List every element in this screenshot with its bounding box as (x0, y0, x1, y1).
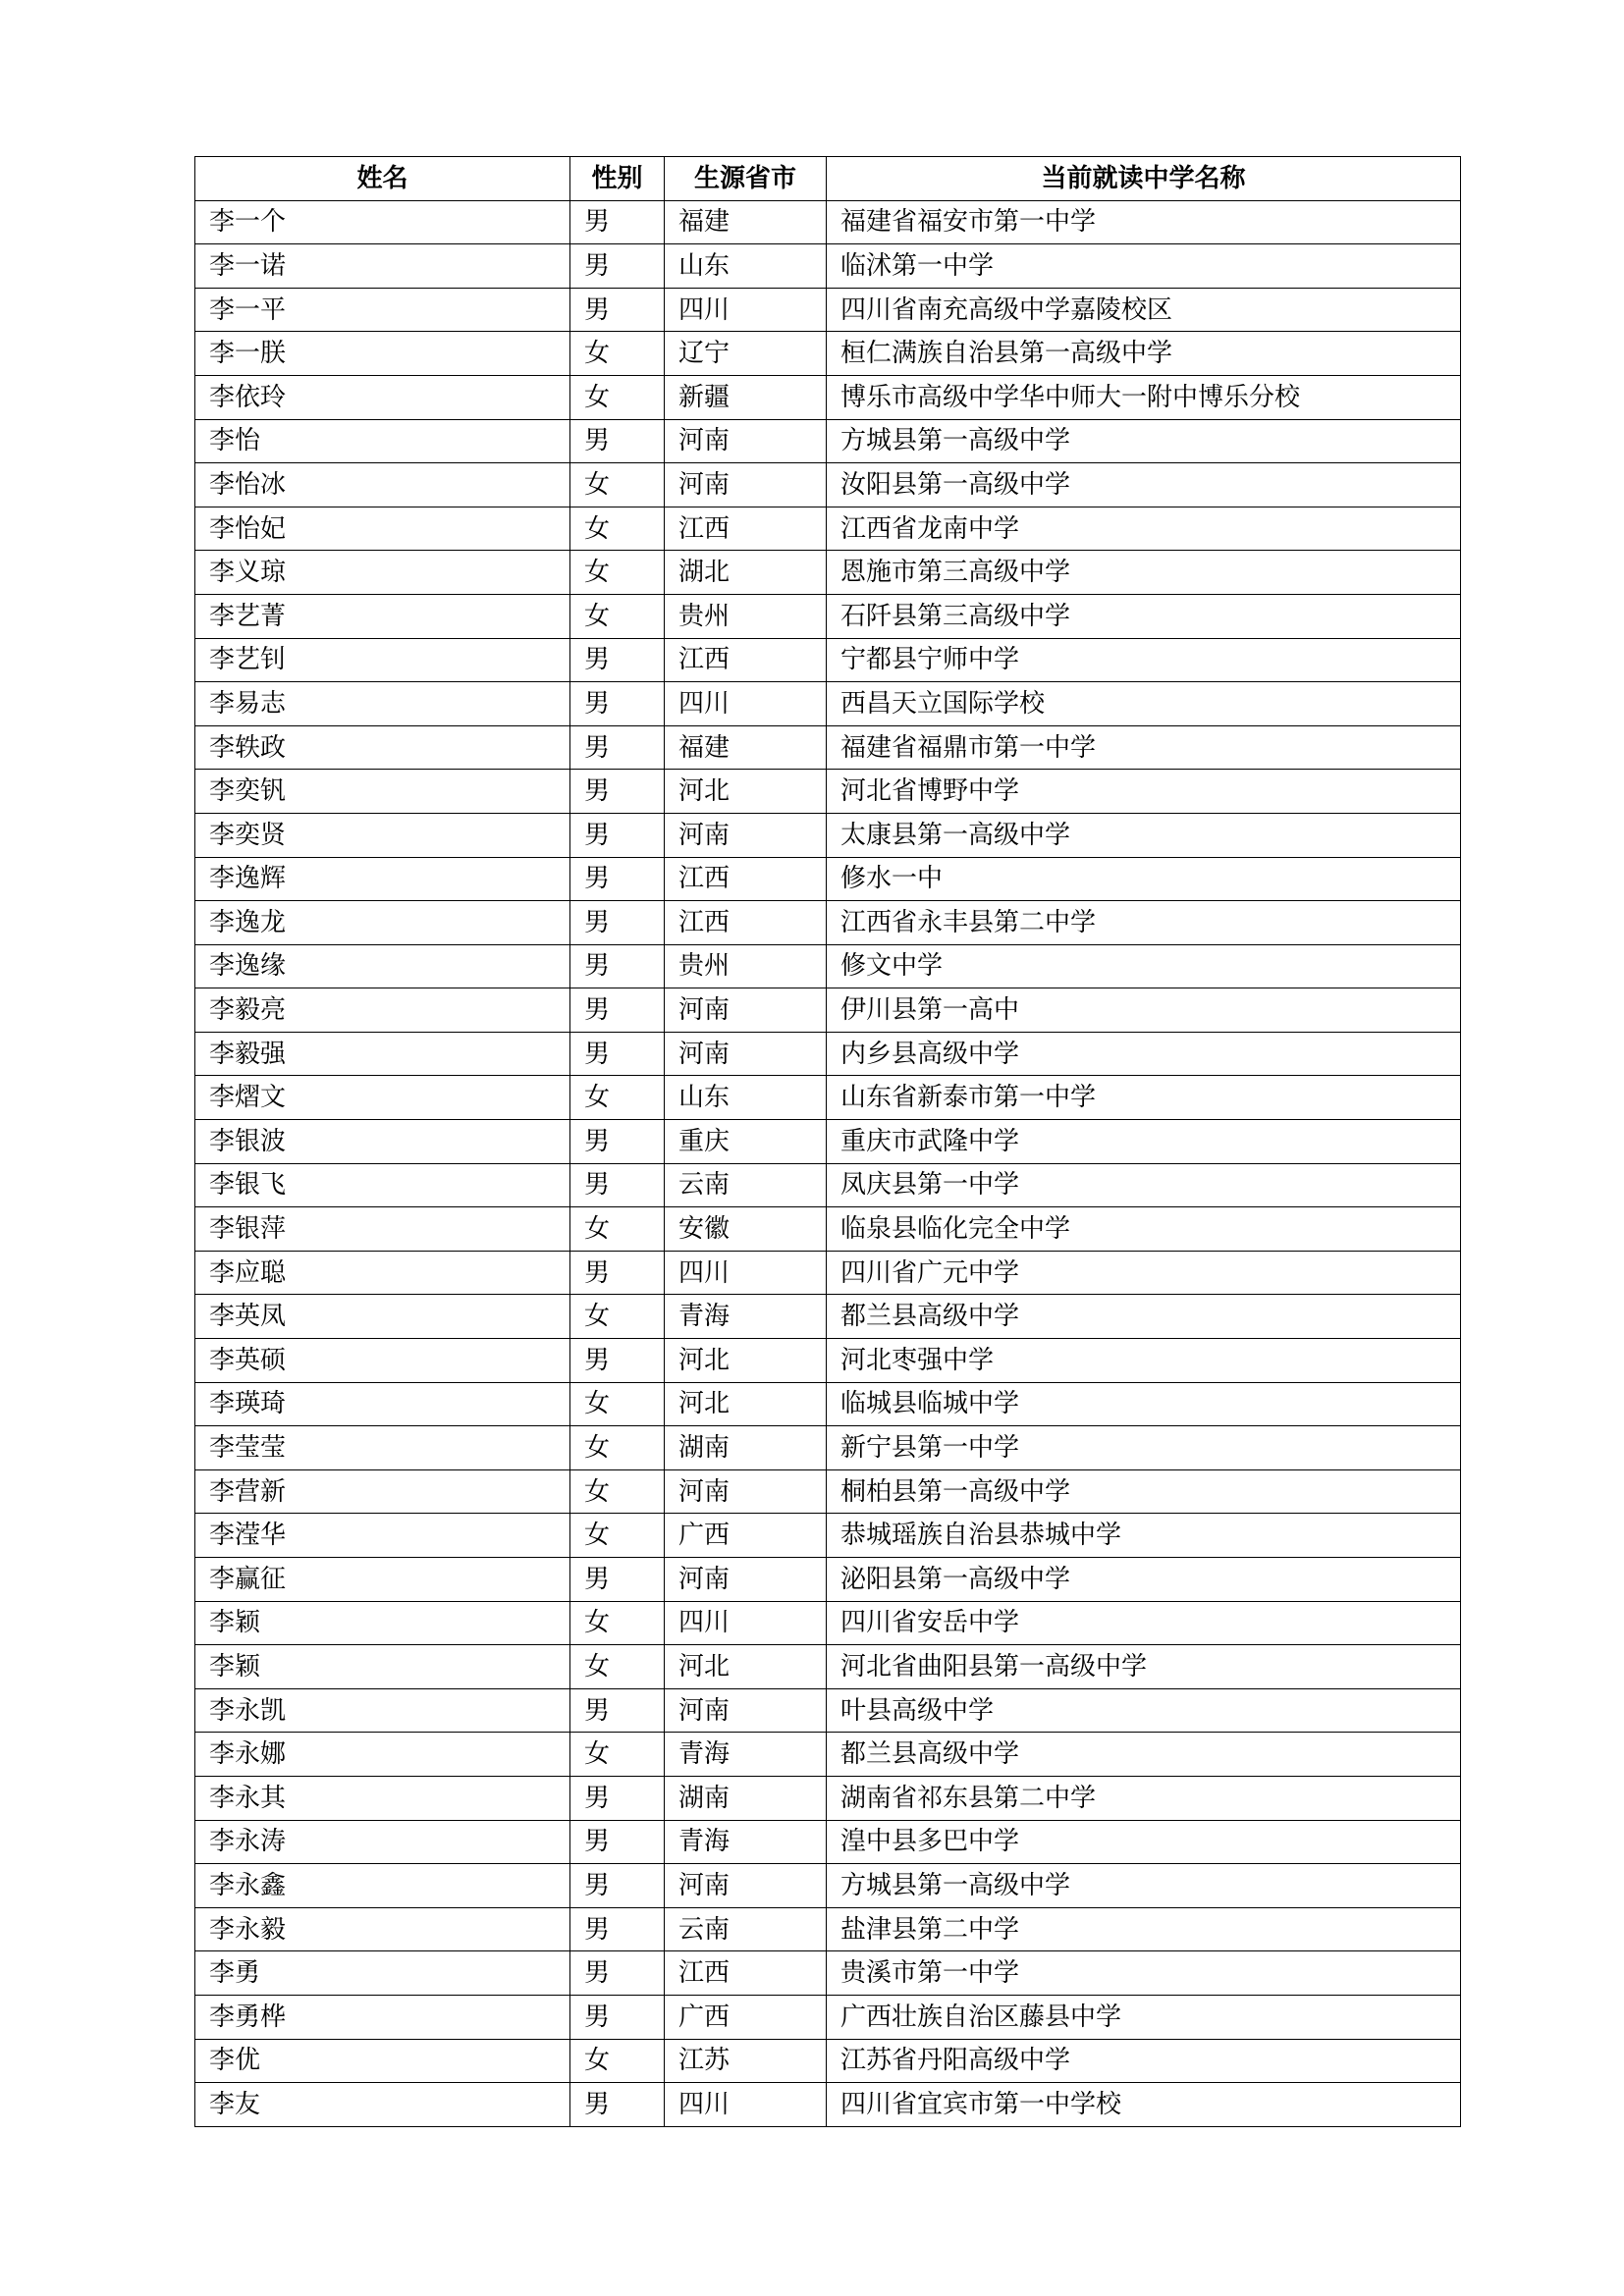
cell-province: 青海 (665, 1295, 827, 1339)
student-roster-table (194, 156, 1461, 2127)
table-row (195, 988, 1461, 1033)
table-row (195, 1514, 1461, 1558)
cell-province: 河南 (665, 1032, 827, 1076)
cell-name: 李一诺 (195, 244, 570, 289)
table-row (195, 1733, 1461, 1777)
cell-school: 伊川县第一高中 (827, 988, 1461, 1033)
cell-school: 汝阳县第一高级中学 (827, 463, 1461, 507)
cell-gender: 女 (570, 507, 665, 551)
cell-province: 福建 (665, 200, 827, 244)
cell-name: 李永凯 (195, 1688, 570, 1733)
table-row (195, 2083, 1461, 2127)
header-gender: 性别 (570, 157, 665, 201)
cell-gender: 男 (570, 1907, 665, 1951)
cell-gender: 男 (570, 725, 665, 770)
cell-province: 河南 (665, 1558, 827, 1602)
cell-province: 云南 (665, 1163, 827, 1207)
table-row (195, 813, 1461, 857)
cell-name: 李颖 (195, 1601, 570, 1645)
cell-school: 修水一中 (827, 857, 1461, 901)
cell-school: 宁都县宁师中学 (827, 638, 1461, 682)
cell-gender: 男 (570, 813, 665, 857)
cell-name: 李优 (195, 2039, 570, 2083)
table-header-row (195, 157, 1461, 201)
cell-school: 湟中县多巴中学 (827, 1820, 1461, 1864)
cell-name: 李颖 (195, 1645, 570, 1689)
cell-gender: 男 (570, 1995, 665, 2039)
cell-name: 李永鑫 (195, 1864, 570, 1908)
cell-name: 李逸缘 (195, 944, 570, 988)
cell-province: 四川 (665, 1601, 827, 1645)
cell-gender: 男 (570, 1120, 665, 1164)
cell-gender: 女 (570, 1601, 665, 1645)
cell-province: 湖北 (665, 551, 827, 595)
cell-school: 叶县高级中学 (827, 1688, 1461, 1733)
cell-gender: 男 (570, 682, 665, 726)
cell-gender: 女 (570, 1076, 665, 1120)
cell-province: 山东 (665, 244, 827, 289)
cell-school: 桓仁满族自治县第一高级中学 (827, 332, 1461, 376)
cell-gender: 男 (570, 1251, 665, 1295)
cell-name: 李义琼 (195, 551, 570, 595)
table-row (195, 638, 1461, 682)
cell-province: 安徽 (665, 1207, 827, 1252)
cell-province: 新疆 (665, 375, 827, 419)
table-row (195, 463, 1461, 507)
table-row (195, 244, 1461, 289)
table-row (195, 1645, 1461, 1689)
cell-name: 李依玲 (195, 375, 570, 419)
cell-province: 江西 (665, 638, 827, 682)
cell-province: 重庆 (665, 1120, 827, 1164)
cell-school: 都兰县高级中学 (827, 1295, 1461, 1339)
table-row (195, 594, 1461, 638)
cell-name: 李怡 (195, 419, 570, 463)
cell-school: 内乡县高级中学 (827, 1032, 1461, 1076)
cell-gender: 男 (570, 1032, 665, 1076)
cell-school: 都兰县高级中学 (827, 1733, 1461, 1777)
cell-name: 李莹莹 (195, 1426, 570, 1470)
cell-province: 河北 (665, 770, 827, 814)
cell-name: 李赢征 (195, 1558, 570, 1602)
cell-gender: 女 (570, 463, 665, 507)
cell-province: 河北 (665, 1645, 827, 1689)
cell-name: 李毅强 (195, 1032, 570, 1076)
cell-school: 福建省福安市第一中学 (827, 200, 1461, 244)
table-row (195, 2039, 1461, 2083)
table-row (195, 1032, 1461, 1076)
cell-name: 李滢华 (195, 1514, 570, 1558)
cell-name: 李毅亮 (195, 988, 570, 1033)
cell-name: 李一平 (195, 288, 570, 332)
cell-school: 福建省福鼎市第一中学 (827, 725, 1461, 770)
cell-name: 李永毅 (195, 1907, 570, 1951)
cell-school: 凤庆县第一中学 (827, 1163, 1461, 1207)
table-row (195, 901, 1461, 945)
cell-school: 太康县第一高级中学 (827, 813, 1461, 857)
table-row (195, 1426, 1461, 1470)
cell-province: 河南 (665, 1469, 827, 1514)
cell-school: 江西省龙南中学 (827, 507, 1461, 551)
cell-school: 临沭第一中学 (827, 244, 1461, 289)
cell-name: 李逸龙 (195, 901, 570, 945)
cell-school: 四川省安岳中学 (827, 1601, 1461, 1645)
cell-province: 青海 (665, 1733, 827, 1777)
cell-gender: 男 (570, 1339, 665, 1383)
cell-gender: 男 (570, 2083, 665, 2127)
cell-name: 李奕贤 (195, 813, 570, 857)
cell-school: 四川省宜宾市第一中学校 (827, 2083, 1461, 2127)
cell-province: 河南 (665, 988, 827, 1033)
cell-name: 李银波 (195, 1120, 570, 1164)
cell-gender: 女 (570, 1426, 665, 1470)
cell-school: 重庆市武隆中学 (827, 1120, 1461, 1164)
cell-gender: 男 (570, 1163, 665, 1207)
cell-province: 贵州 (665, 594, 827, 638)
cell-school: 博乐市高级中学华中师大一附中博乐分校 (827, 375, 1461, 419)
cell-gender: 女 (570, 2039, 665, 2083)
cell-province: 江西 (665, 1951, 827, 1996)
cell-gender: 男 (570, 288, 665, 332)
cell-name: 李怡冰 (195, 463, 570, 507)
table-row (195, 1995, 1461, 2039)
cell-name: 李一个 (195, 200, 570, 244)
table-row (195, 1558, 1461, 1602)
table-row (195, 1469, 1461, 1514)
table-row (195, 200, 1461, 244)
cell-school: 河北省曲阳县第一高级中学 (827, 1645, 1461, 1689)
cell-name: 李永其 (195, 1776, 570, 1820)
cell-gender: 男 (570, 770, 665, 814)
cell-gender: 女 (570, 1295, 665, 1339)
cell-province: 四川 (665, 682, 827, 726)
table-row (195, 419, 1461, 463)
cell-name: 李友 (195, 2083, 570, 2127)
cell-province: 江西 (665, 857, 827, 901)
cell-name: 李应聪 (195, 1251, 570, 1295)
cell-gender: 女 (570, 594, 665, 638)
cell-gender: 男 (570, 1820, 665, 1864)
cell-school: 石阡县第三高级中学 (827, 594, 1461, 638)
cell-school: 河北省博野中学 (827, 770, 1461, 814)
cell-name: 李英凤 (195, 1295, 570, 1339)
table-row (195, 375, 1461, 419)
cell-school: 修文中学 (827, 944, 1461, 988)
table-row (195, 1864, 1461, 1908)
cell-name: 李怡妃 (195, 507, 570, 551)
cell-school: 江苏省丹阳高级中学 (827, 2039, 1461, 2083)
table-row (195, 682, 1461, 726)
cell-province: 河南 (665, 1688, 827, 1733)
cell-gender: 男 (570, 419, 665, 463)
cell-gender: 男 (570, 857, 665, 901)
table-row (195, 1076, 1461, 1120)
table-row (195, 288, 1461, 332)
cell-gender: 男 (570, 1688, 665, 1733)
header-name: 姓名 (195, 157, 570, 201)
cell-gender: 男 (570, 244, 665, 289)
cell-province: 河南 (665, 813, 827, 857)
cell-gender: 女 (570, 332, 665, 376)
cell-province: 湖南 (665, 1776, 827, 1820)
cell-province: 河北 (665, 1339, 827, 1383)
cell-name: 李营新 (195, 1469, 570, 1514)
table-row (195, 1688, 1461, 1733)
cell-gender: 女 (570, 1469, 665, 1514)
cell-school: 盐津县第二中学 (827, 1907, 1461, 1951)
cell-province: 四川 (665, 1251, 827, 1295)
cell-province: 河南 (665, 419, 827, 463)
cell-gender: 女 (570, 1514, 665, 1558)
cell-gender: 男 (570, 1951, 665, 1996)
cell-gender: 女 (570, 1207, 665, 1252)
table-row (195, 944, 1461, 988)
cell-name: 李瑛琦 (195, 1382, 570, 1426)
table-row (195, 507, 1461, 551)
cell-name: 李逸辉 (195, 857, 570, 901)
cell-name: 李易志 (195, 682, 570, 726)
cell-province: 湖南 (665, 1426, 827, 1470)
cell-school: 山东省新泰市第一中学 (827, 1076, 1461, 1120)
cell-school: 湖南省祁东县第二中学 (827, 1776, 1461, 1820)
cell-province: 四川 (665, 2083, 827, 2127)
cell-province: 江西 (665, 507, 827, 551)
cell-name: 李永娜 (195, 1733, 570, 1777)
cell-gender: 男 (570, 1864, 665, 1908)
cell-gender: 男 (570, 944, 665, 988)
cell-school: 恭城瑶族自治县恭城中学 (827, 1514, 1461, 1558)
cell-gender: 男 (570, 638, 665, 682)
header-school: 当前就读中学名称 (827, 157, 1461, 201)
cell-name: 李银飞 (195, 1163, 570, 1207)
cell-province: 江苏 (665, 2039, 827, 2083)
cell-name: 李勇桦 (195, 1995, 570, 2039)
table-row (195, 1120, 1461, 1164)
cell-school: 恩施市第三高级中学 (827, 551, 1461, 595)
cell-name: 李艺钊 (195, 638, 570, 682)
cell-province: 河北 (665, 1382, 827, 1426)
table-body (195, 200, 1461, 2126)
table-row (195, 1820, 1461, 1864)
cell-gender: 女 (570, 1382, 665, 1426)
cell-province: 广西 (665, 1514, 827, 1558)
cell-province: 青海 (665, 1820, 827, 1864)
cell-gender: 男 (570, 901, 665, 945)
table-row (195, 332, 1461, 376)
table-row (195, 1295, 1461, 1339)
table-row (195, 1907, 1461, 1951)
cell-gender: 男 (570, 200, 665, 244)
cell-province: 河南 (665, 1864, 827, 1908)
cell-name: 李一朕 (195, 332, 570, 376)
cell-gender: 男 (570, 1558, 665, 1602)
cell-name: 李英硕 (195, 1339, 570, 1383)
cell-school: 桐柏县第一高级中学 (827, 1469, 1461, 1514)
table-row (195, 770, 1461, 814)
cell-gender: 女 (570, 1733, 665, 1777)
cell-name: 李勇 (195, 1951, 570, 1996)
table-row (195, 1601, 1461, 1645)
table-row (195, 1776, 1461, 1820)
cell-province: 河南 (665, 463, 827, 507)
table-row (195, 1163, 1461, 1207)
cell-school: 临泉县临化完全中学 (827, 1207, 1461, 1252)
cell-school: 四川省南充高级中学嘉陵校区 (827, 288, 1461, 332)
cell-school: 江西省永丰县第二中学 (827, 901, 1461, 945)
cell-school: 西昌天立国际学校 (827, 682, 1461, 726)
cell-school: 新宁县第一中学 (827, 1426, 1461, 1470)
cell-name: 李奕钒 (195, 770, 570, 814)
cell-school: 广西壮族自治区藤县中学 (827, 1995, 1461, 2039)
cell-province: 云南 (665, 1907, 827, 1951)
cell-school: 方城县第一高级中学 (827, 419, 1461, 463)
cell-name: 李永涛 (195, 1820, 570, 1864)
table-row (195, 857, 1461, 901)
table-row (195, 1251, 1461, 1295)
cell-name: 李熠文 (195, 1076, 570, 1120)
cell-province: 贵州 (665, 944, 827, 988)
cell-school: 方城县第一高级中学 (827, 1864, 1461, 1908)
cell-gender: 男 (570, 988, 665, 1033)
cell-school: 河北枣强中学 (827, 1339, 1461, 1383)
cell-name: 李艺菁 (195, 594, 570, 638)
cell-province: 广西 (665, 1995, 827, 2039)
cell-province: 四川 (665, 288, 827, 332)
cell-school: 临城县临城中学 (827, 1382, 1461, 1426)
table-row (195, 725, 1461, 770)
cell-school: 四川省广元中学 (827, 1251, 1461, 1295)
table-row (195, 1339, 1461, 1383)
cell-gender: 女 (570, 1645, 665, 1689)
cell-name: 李轶政 (195, 725, 570, 770)
cell-name: 李银萍 (195, 1207, 570, 1252)
table-row (195, 1382, 1461, 1426)
header-province: 生源省市 (665, 157, 827, 201)
table-row (195, 1951, 1461, 1996)
cell-province: 辽宁 (665, 332, 827, 376)
cell-province: 福建 (665, 725, 827, 770)
cell-province: 山东 (665, 1076, 827, 1120)
cell-province: 江西 (665, 901, 827, 945)
cell-school: 贵溪市第一中学 (827, 1951, 1461, 1996)
table-row (195, 551, 1461, 595)
cell-school: 泌阳县第一高级中学 (827, 1558, 1461, 1602)
table-row (195, 1207, 1461, 1252)
cell-gender: 男 (570, 1776, 665, 1820)
cell-gender: 女 (570, 551, 665, 595)
cell-gender: 女 (570, 375, 665, 419)
